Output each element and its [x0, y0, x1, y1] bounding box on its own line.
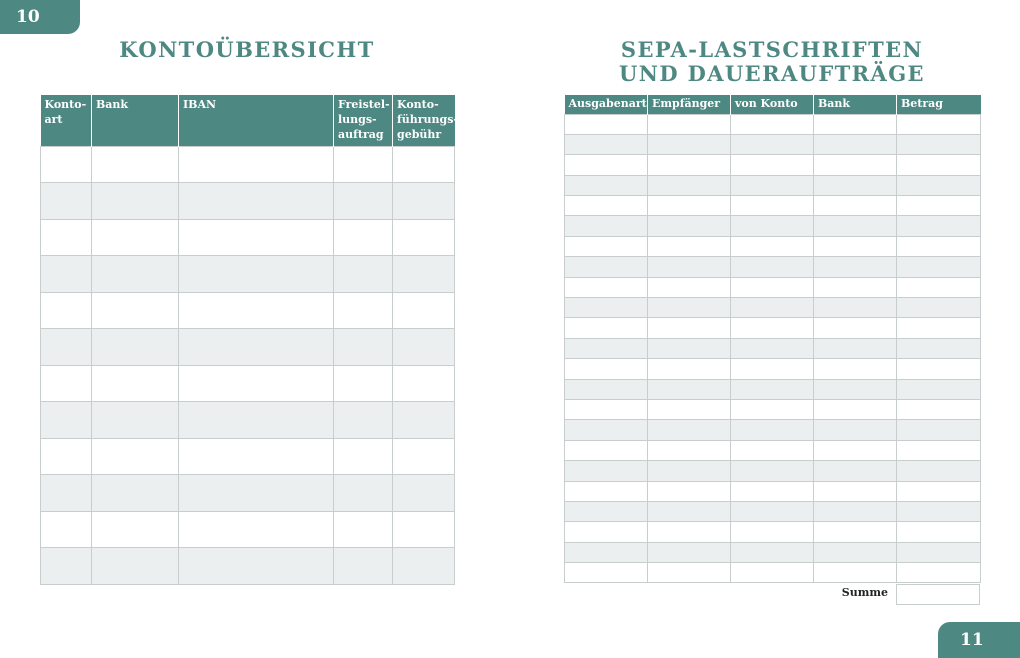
sepa-cell[interactable] — [565, 196, 648, 216]
kontouebersicht-cell[interactable] — [92, 365, 179, 402]
kontouebersicht-cell[interactable] — [393, 475, 455, 512]
sepa-cell[interactable] — [731, 338, 814, 358]
sepa-cell[interactable] — [897, 501, 981, 521]
kontouebersicht-cell[interactable] — [92, 183, 179, 220]
kontouebersicht-cell[interactable] — [179, 475, 334, 512]
sepa-row — [565, 216, 981, 236]
kontouebersicht-cell[interactable] — [334, 402, 393, 439]
sepa-cell[interactable] — [648, 359, 731, 379]
sepa-cell[interactable] — [731, 298, 814, 318]
sepa-cell[interactable] — [565, 542, 648, 562]
kontouebersicht-cell[interactable] — [41, 365, 92, 402]
kontouebersicht-row — [41, 329, 455, 366]
kontouebersicht-cell[interactable] — [334, 183, 393, 220]
kontouebersicht-cell[interactable] — [41, 329, 92, 366]
kontouebersicht-cell[interactable] — [179, 365, 334, 402]
sepa-cell[interactable] — [814, 134, 897, 154]
sepa-cell[interactable] — [731, 522, 814, 542]
kontouebersicht-header-0: Konto- art — [41, 95, 92, 146]
sepa-cell[interactable] — [814, 359, 897, 379]
sepa-cell[interactable] — [731, 359, 814, 379]
kontouebersicht-row — [41, 511, 455, 548]
sepa-row — [565, 134, 981, 154]
sepa-cell[interactable] — [731, 542, 814, 562]
kontouebersicht-cell[interactable] — [334, 511, 393, 548]
sepa-cell[interactable] — [814, 236, 897, 256]
sepa-cell[interactable] — [565, 481, 648, 501]
kontouebersicht-cell[interactable] — [179, 438, 334, 475]
sepa-cell[interactable] — [814, 542, 897, 562]
kontouebersicht-cell[interactable] — [393, 511, 455, 548]
sepa-cell[interactable] — [897, 399, 981, 419]
kontouebersicht-cell[interactable] — [179, 183, 334, 220]
kontouebersicht-cell[interactable] — [41, 402, 92, 439]
kontouebersicht-cell[interactable] — [334, 292, 393, 329]
sepa-cell[interactable] — [565, 318, 648, 338]
sepa-title — [564, 38, 980, 86]
sepa-cell[interactable] — [565, 461, 648, 481]
kontouebersicht-title: KONTOÜBERSICHT — [119, 37, 375, 62]
sepa-row — [565, 399, 981, 419]
kontouebersicht-cell[interactable] — [393, 438, 455, 475]
sepa-cell[interactable] — [565, 379, 648, 399]
sepa-cell[interactable] — [897, 542, 981, 562]
sepa-row — [565, 379, 981, 399]
sepa-row — [565, 257, 981, 277]
sepa-cell[interactable] — [897, 155, 981, 175]
kontouebersicht-cell[interactable] — [41, 438, 92, 475]
kontouebersicht-cell[interactable] — [393, 183, 455, 220]
sepa-row — [565, 522, 981, 542]
kontouebersicht-header-3: Freistel- lungs- auftrag — [334, 95, 393, 146]
kontouebersicht-row — [41, 292, 455, 329]
sepa-cell[interactable] — [814, 563, 897, 583]
sepa-row — [565, 481, 981, 501]
sepa-cell[interactable] — [814, 420, 897, 440]
sepa-header-4: Betrag — [897, 95, 981, 114]
kontouebersicht-row — [41, 146, 455, 183]
sepa-cell[interactable] — [565, 563, 648, 583]
sepa-row — [565, 277, 981, 297]
sepa-cell[interactable] — [814, 501, 897, 521]
sepa-cell[interactable] — [648, 542, 731, 562]
kontouebersicht-cell[interactable] — [393, 256, 455, 293]
sepa-cell[interactable] — [565, 134, 648, 154]
sepa-cell[interactable] — [648, 461, 731, 481]
sepa-cell[interactable] — [731, 399, 814, 419]
sepa-row — [565, 114, 981, 134]
kontouebersicht-header-4: Konto- führungs- gebühr — [393, 95, 455, 146]
kontouebersicht-cell[interactable] — [92, 146, 179, 183]
sepa-cell[interactable] — [814, 481, 897, 501]
kontouebersicht-cell[interactable] — [334, 256, 393, 293]
page-number-right-text: 11 — [960, 630, 984, 650]
kontouebersicht-cell[interactable] — [393, 402, 455, 439]
sepa-cell[interactable] — [897, 257, 981, 277]
sepa-cell[interactable] — [565, 420, 648, 440]
kontouebersicht-cell[interactable] — [334, 329, 393, 366]
kontouebersicht-cell[interactable] — [92, 256, 179, 293]
sepa-cell[interactable] — [648, 420, 731, 440]
sepa-cell[interactable] — [731, 563, 814, 583]
kontouebersicht-cell[interactable] — [179, 256, 334, 293]
kontouebersicht-cell[interactable] — [41, 219, 92, 256]
kontouebersicht-cell[interactable] — [334, 548, 393, 585]
kontouebersicht-cell[interactable] — [393, 146, 455, 183]
sepa-cell[interactable] — [897, 461, 981, 481]
sepa-row — [565, 440, 981, 460]
sepa-cell[interactable] — [814, 379, 897, 399]
sepa-row — [565, 563, 981, 583]
sepa-cell[interactable] — [897, 563, 981, 583]
sepa-cell[interactable] — [648, 236, 731, 256]
kontouebersicht-cell[interactable] — [92, 329, 179, 366]
kontouebersicht-row — [41, 365, 455, 402]
sepa-cell[interactable] — [814, 196, 897, 216]
sepa-cell[interactable] — [565, 298, 648, 318]
sepa-cell[interactable] — [814, 257, 897, 277]
kontouebersicht-cell[interactable] — [334, 438, 393, 475]
sepa-cell[interactable] — [814, 114, 897, 134]
sepa-header-1: Empfänger — [648, 95, 731, 114]
sepa-title-line1: SEPA-LASTSCHRIFTEN — [620, 37, 924, 62]
kontouebersicht-cell[interactable] — [393, 365, 455, 402]
kontouebersicht-cell[interactable] — [179, 329, 334, 366]
sepa-cell[interactable] — [648, 563, 731, 583]
sepa-cell[interactable] — [731, 318, 814, 338]
sepa-table — [564, 95, 981, 583]
kontouebersicht-row — [41, 183, 455, 220]
sepa-cell[interactable] — [731, 175, 814, 195]
sepa-cell[interactable] — [648, 196, 731, 216]
sepa-cell[interactable] — [731, 155, 814, 175]
sepa-cell[interactable] — [731, 440, 814, 460]
sepa-cell[interactable] — [897, 379, 981, 399]
sepa-cell[interactable] — [897, 359, 981, 379]
sepa-row — [565, 501, 981, 521]
sepa-row — [565, 318, 981, 338]
page-number-left-text: 10 — [16, 7, 40, 27]
sepa-cell[interactable] — [565, 175, 648, 195]
sepa-body — [565, 114, 981, 583]
sepa-cell[interactable] — [731, 420, 814, 440]
kontouebersicht-cell[interactable] — [41, 256, 92, 293]
sepa-cell[interactable] — [565, 236, 648, 256]
kontouebersicht-header-row — [41, 95, 455, 146]
kontouebersicht-row — [41, 475, 455, 512]
sepa-cell[interactable] — [897, 114, 981, 134]
page-number-left — [0, 0, 80, 34]
kontouebersicht-cell[interactable] — [393, 219, 455, 256]
sepa-row — [565, 196, 981, 216]
sepa-cell[interactable] — [648, 379, 731, 399]
sepa-cell[interactable] — [731, 461, 814, 481]
kontouebersicht-cell[interactable] — [92, 438, 179, 475]
kontouebersicht-cell[interactable] — [393, 329, 455, 366]
sepa-cell[interactable] — [814, 522, 897, 542]
kontouebersicht-cell[interactable] — [334, 365, 393, 402]
sepa-cell[interactable] — [648, 257, 731, 277]
sepa-cell[interactable] — [897, 236, 981, 256]
sepa-cell[interactable] — [648, 134, 731, 154]
sepa-cell[interactable] — [565, 359, 648, 379]
kontouebersicht-cell[interactable] — [179, 219, 334, 256]
sepa-cell[interactable] — [731, 134, 814, 154]
sepa-cell[interactable] — [731, 236, 814, 256]
kontouebersicht-cell[interactable] — [334, 475, 393, 512]
sepa-cell[interactable] — [814, 338, 897, 358]
sepa-cell[interactable] — [731, 257, 814, 277]
sepa-cell[interactable] — [565, 440, 648, 460]
kontouebersicht-cell[interactable] — [179, 511, 334, 548]
summe-field[interactable] — [896, 584, 980, 605]
sepa-cell[interactable] — [814, 318, 897, 338]
kontouebersicht-cell[interactable] — [92, 219, 179, 256]
sepa-cell[interactable] — [814, 440, 897, 460]
sepa-cell[interactable] — [897, 175, 981, 195]
summe-label: Summe — [841, 586, 888, 599]
sepa-cell[interactable] — [565, 277, 648, 297]
sepa-cell[interactable] — [897, 318, 981, 338]
kontouebersicht-cell[interactable] — [41, 146, 92, 183]
sepa-cell[interactable] — [814, 216, 897, 236]
sepa-cell[interactable] — [648, 277, 731, 297]
sepa-row — [565, 461, 981, 481]
sepa-row — [565, 155, 981, 175]
sepa-cell[interactable] — [731, 196, 814, 216]
sepa-cell[interactable] — [814, 298, 897, 318]
kontouebersicht-row — [41, 402, 455, 439]
sepa-cell[interactable] — [814, 399, 897, 419]
sepa-row — [565, 420, 981, 440]
page-number-right — [938, 622, 1020, 658]
sepa-cell[interactable] — [814, 155, 897, 175]
sepa-cell[interactable] — [648, 216, 731, 236]
sepa-row — [565, 175, 981, 195]
sepa-row — [565, 359, 981, 379]
sepa-cell[interactable] — [731, 216, 814, 236]
kontouebersicht-cell[interactable] — [179, 146, 334, 183]
sepa-cell[interactable] — [648, 522, 731, 542]
kontouebersicht-cell[interactable] — [92, 511, 179, 548]
kontouebersicht-cell[interactable] — [393, 292, 455, 329]
sepa-cell[interactable] — [565, 338, 648, 358]
kontouebersicht-header-1: Bank — [92, 95, 179, 146]
sepa-cell[interactable] — [648, 399, 731, 419]
kontouebersicht-cell[interactable] — [334, 219, 393, 256]
kontouebersicht-cell[interactable] — [179, 548, 334, 585]
kontouebersicht-body — [41, 146, 455, 584]
sepa-row — [565, 542, 981, 562]
sepa-row — [565, 298, 981, 318]
kontouebersicht-cell[interactable] — [179, 292, 334, 329]
sepa-cell[interactable] — [731, 379, 814, 399]
kontouebersicht-cell[interactable] — [92, 292, 179, 329]
kontouebersicht-row — [41, 256, 455, 293]
kontouebersicht-row — [41, 219, 455, 256]
sepa-cell[interactable] — [897, 522, 981, 542]
sepa-cell[interactable] — [648, 318, 731, 338]
sepa-cell[interactable] — [565, 257, 648, 277]
sepa-header-0: Ausgabenart — [565, 95, 648, 114]
kontouebersicht-cell[interactable] — [41, 292, 92, 329]
sepa-row — [565, 338, 981, 358]
sepa-cell[interactable] — [897, 216, 981, 236]
kontouebersicht-cell[interactable] — [92, 402, 179, 439]
sepa-title-line2: UND DAUERAUFTRÄGE — [619, 61, 925, 86]
sepa-cell[interactable] — [814, 461, 897, 481]
kontouebersicht-cell[interactable] — [92, 475, 179, 512]
sepa-cell[interactable] — [731, 277, 814, 297]
kontouebersicht-cell[interactable] — [41, 475, 92, 512]
kontouebersicht-cell[interactable] — [179, 402, 334, 439]
sepa-header-3: Bank — [814, 95, 897, 114]
sepa-cell[interactable] — [648, 440, 731, 460]
sepa-cell[interactable] — [731, 114, 814, 134]
kontouebersicht-cell[interactable] — [334, 146, 393, 183]
sepa-cell[interactable] — [897, 134, 981, 154]
sepa-header-2: von Konto — [731, 95, 814, 114]
sepa-cell[interactable] — [648, 501, 731, 521]
sepa-cell[interactable] — [565, 114, 648, 134]
kontouebersicht-cell[interactable] — [41, 183, 92, 220]
sepa-cell[interactable] — [731, 481, 814, 501]
kontouebersicht-cell[interactable] — [393, 548, 455, 585]
kontouebersicht-header-2: IBAN — [179, 95, 334, 146]
sepa-cell[interactable] — [814, 175, 897, 195]
sepa-cell[interactable] — [648, 298, 731, 318]
kontouebersicht-cell[interactable] — [92, 548, 179, 585]
sepa-header-row — [565, 95, 981, 114]
sepa-cell[interactable] — [648, 155, 731, 175]
sepa-cell[interactable] — [565, 155, 648, 175]
kontouebersicht-cell[interactable] — [41, 548, 92, 585]
sepa-cell[interactable] — [897, 338, 981, 358]
sepa-cell[interactable] — [565, 522, 648, 542]
sepa-cell[interactable] — [648, 114, 731, 134]
kontouebersicht-cell[interactable] — [41, 511, 92, 548]
sepa-cell[interactable] — [565, 501, 648, 521]
sepa-row — [565, 236, 981, 256]
sepa-cell[interactable] — [648, 338, 731, 358]
sepa-cell[interactable] — [731, 501, 814, 521]
sepa-cell[interactable] — [897, 481, 981, 501]
kontouebersicht-row — [41, 548, 455, 585]
sepa-cell[interactable] — [897, 420, 981, 440]
sepa-cell[interactable] — [897, 440, 981, 460]
sepa-cell[interactable] — [565, 216, 648, 236]
sepa-cell[interactable] — [814, 277, 897, 297]
kontouebersicht-row — [41, 438, 455, 475]
sepa-cell[interactable] — [648, 175, 731, 195]
sepa-cell[interactable] — [897, 277, 981, 297]
kontouebersicht-table — [40, 95, 458, 585]
sepa-cell[interactable] — [897, 298, 981, 318]
sepa-cell[interactable] — [648, 481, 731, 501]
sepa-cell[interactable] — [897, 196, 981, 216]
sepa-cell[interactable] — [565, 399, 648, 419]
